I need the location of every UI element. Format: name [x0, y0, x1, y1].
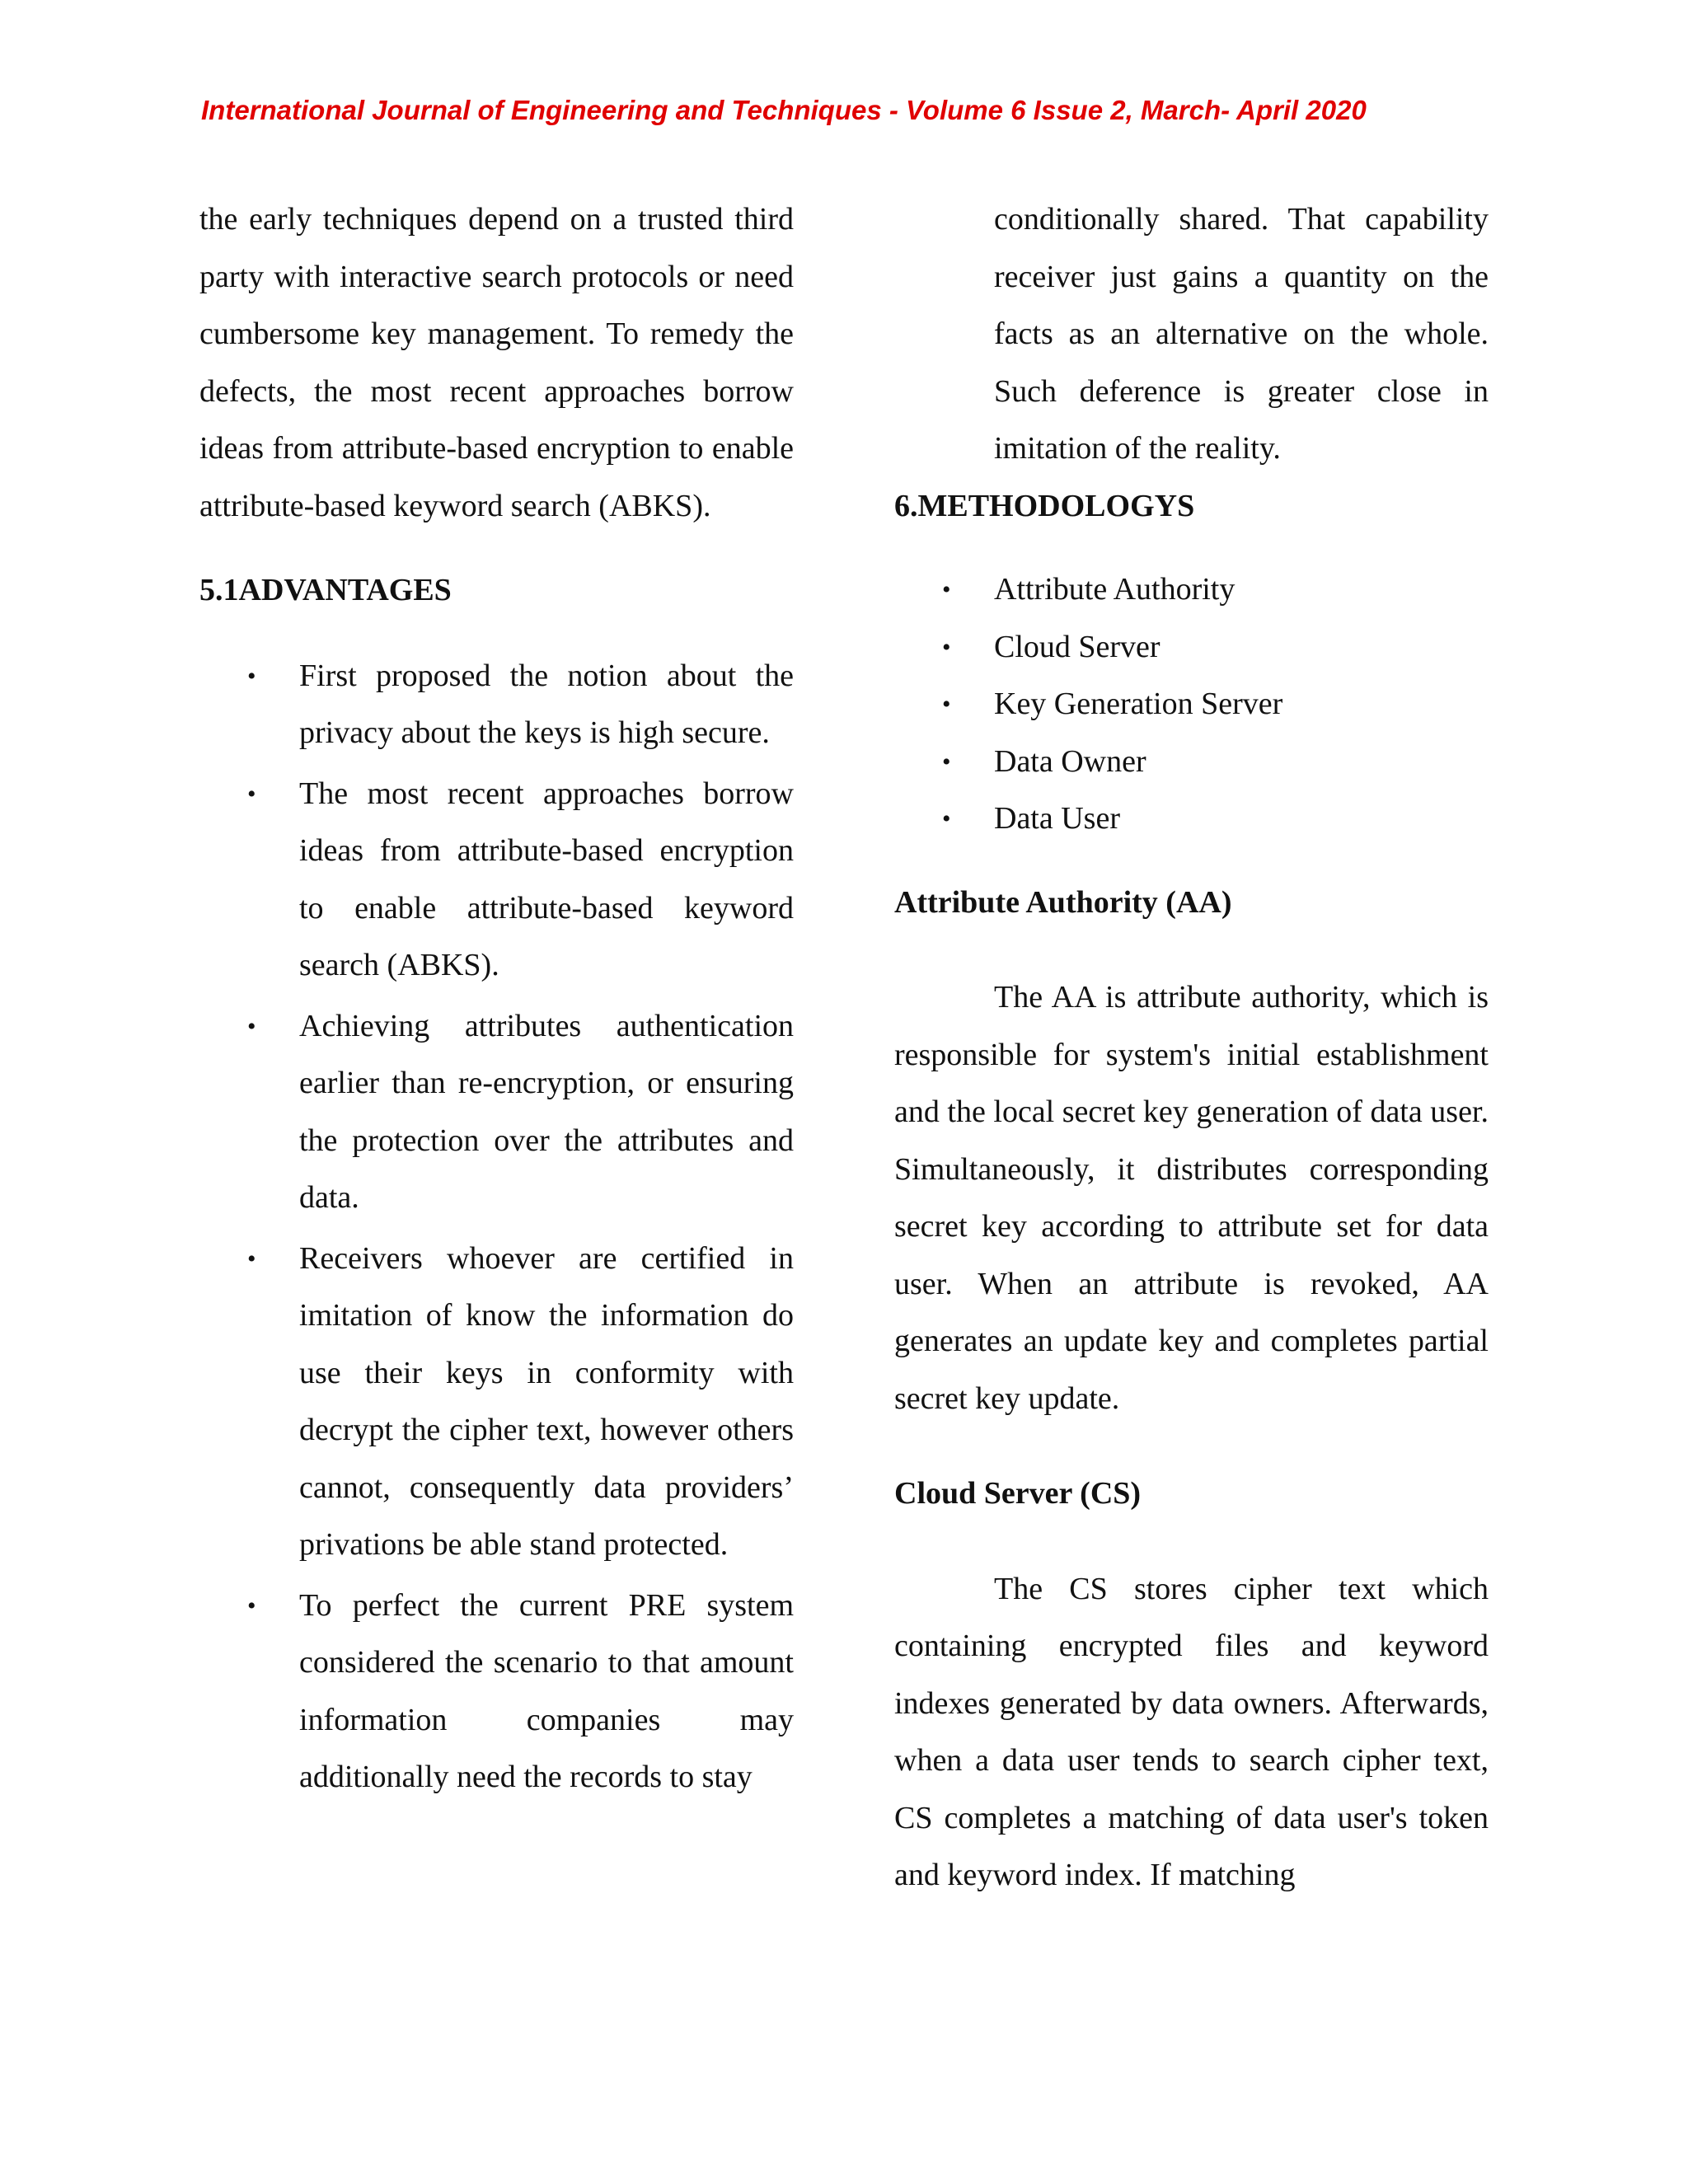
module-name: Data User — [994, 801, 1120, 836]
list-item — [894, 619, 1489, 677]
list-item — [199, 1577, 794, 1807]
list-item — [199, 998, 794, 1227]
bullet-icon: • — [247, 662, 256, 690]
advantages-heading: 5.1ADVANTAGES — [199, 573, 452, 607]
bullet-icon: • — [942, 576, 951, 603]
list-item — [199, 766, 794, 995]
list-item — [199, 648, 794, 762]
advantage-text: Achieving attributes authentication earlier than re-encryption, or ensuring the protection over the attributes and data. — [299, 1008, 794, 1215]
bullet-icon: • — [942, 691, 951, 718]
advantage-text: To perfect the current PRE system considered the scenario to that amount information companies may additionally need the records to stay — [299, 1587, 794, 1794]
aa-heading: Attribute Authority (AA) — [894, 884, 1232, 920]
bullet-icon: • — [942, 748, 951, 776]
advantage-text: Receivers whoever are certified in imitation of know the information do use their keys in conformity with decrypt the cipher text, however others cannot, consequently data providers’ privations be able stand protected. — [299, 1240, 794, 1562]
module-name: Attribute Authority — [994, 572, 1236, 607]
module-name: Data Owner — [994, 743, 1146, 779]
right-column — [894, 191, 1489, 1905]
list-item — [894, 733, 1489, 791]
bullet-icon: • — [247, 780, 256, 808]
list-item — [894, 561, 1489, 619]
advantage-text: The most recent approaches borrow ideas from attribute-based encryption to enable attribute-based keyword search (ABKS). — [299, 776, 794, 982]
list-item — [199, 1230, 794, 1574]
aa-paragraph: The AA is attribute authority, which is responsible for system's initial establishment and the local secret key generation of data user. Simultaneously, it distributes corresponding secret key according to attribute set for data user. When an attribute is revoked, AA generates an update key and completes partial secret key update. — [894, 980, 1489, 1416]
advantage-text: First proposed the notion about the privacy about the keys is high secure. — [299, 658, 794, 750]
advantages-list — [199, 648, 794, 1807]
list-item — [894, 790, 1489, 848]
running-header: International Journal of Engineering and Techniques - Volume 6 Issue 2, March- April 2020 — [201, 95, 1367, 125]
left-column — [199, 191, 794, 1808]
bullet-icon: • — [942, 633, 951, 661]
cs-heading: Cloud Server (CS) — [894, 1476, 1142, 1511]
bullet-icon: • — [942, 805, 951, 832]
continuation-paragraph: conditionally shared. That capability receiver just gains a quantity on the facts as an alternative on the whole. Such deference is greater close in imitation of the reality. — [994, 202, 1489, 466]
methodologys-heading: 6.METHODOLOGYS — [894, 488, 1195, 523]
cs-paragraph: The CS stores cipher text which containing encrypted files and keyword indexes generated by data owners. Afterwards, when a data user tends to search cipher text, CS completes a matching of data user's token and keyword index. If matching — [894, 1571, 1489, 1892]
module-name: Cloud Server — [994, 629, 1160, 664]
intro-paragraph: the early techniques depend on a trusted third party with interactive search protocols or need cumbersome key management. To remedy the defects, the most recent approaches borrow ideas from attribute-based encryption to enable attribute-based keyword search (ABKS). — [199, 202, 794, 523]
module-name: Key Generation Server — [994, 687, 1283, 721]
bullet-icon: • — [247, 1012, 256, 1040]
bullet-icon: • — [247, 1591, 256, 1619]
list-item — [894, 676, 1489, 733]
bullet-icon: • — [247, 1244, 256, 1272]
modules-list — [894, 561, 1489, 848]
